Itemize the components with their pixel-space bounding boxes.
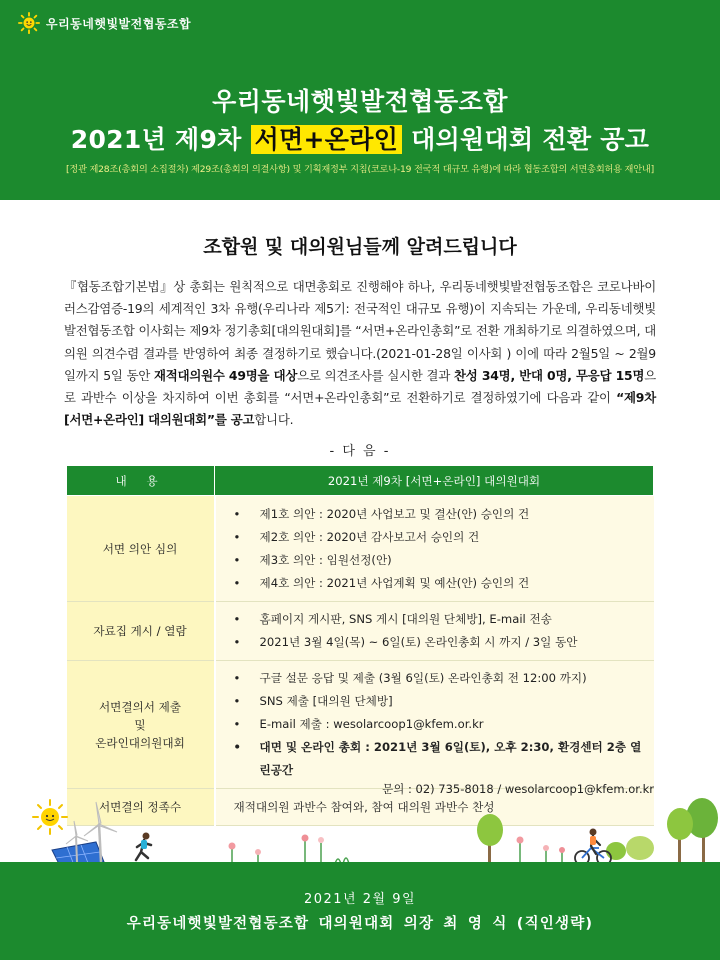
para-text-2: 으로 의견조사를 실시한 결과 bbox=[297, 367, 455, 383]
brand-name: 우리동네햇빛발전협동조합 bbox=[46, 16, 192, 31]
row-label: 서면결의 정족수 bbox=[67, 789, 215, 826]
row-label: 서면 의안 심의 bbox=[67, 496, 215, 602]
list-item: • 제4호 의안 : 2021년 사업계획 및 예산(안) 승인의 건 bbox=[234, 572, 644, 595]
legal-note: [정관 제28조(총회의 소집절차) 제29조(총회의 의결사항) 및 기획재정부 지침(코로나-19 전국적 대규모 유행)에 따라 협동조합의 서면총회허용 재안내] bbox=[66, 164, 654, 175]
notice-paragraph bbox=[64, 276, 656, 431]
title-line-2 bbox=[0, 120, 720, 156]
list-item: • 제3호 의안 : 임원선정(안) bbox=[234, 549, 644, 572]
row-label-line: 및 bbox=[134, 717, 146, 732]
row-label-line: 온라인대의원대회 bbox=[95, 735, 185, 750]
table-row bbox=[67, 496, 654, 602]
table-row bbox=[67, 602, 654, 661]
row-label-line: 서면결의서 제출 bbox=[98, 699, 182, 714]
list-item: • 제1호 의안 : 2020년 사업보고 및 결산(안) 승인의 건 bbox=[234, 503, 644, 526]
footer-band bbox=[0, 862, 720, 960]
header-band bbox=[0, 0, 720, 200]
footer-signature: 우리동네햇빛발전협동조합 대의원대회 의장 최 영 식 (직인생략) bbox=[126, 916, 594, 932]
para-bold-1: 재적대의원수 49명을 대상 bbox=[154, 367, 298, 383]
jogger-figure bbox=[136, 833, 151, 861]
para-text-1: 『협동조합기본법』상 총회는 원칙적으로 대면총회로 진행해야 하나, 우리동네햇빛발전협동조합은 코로나바이러스감염증-19의 세계적인 3차 유행(우리나라 제5기: 전국적인 대규모 유행)이 지속되는 가운데, 우리동네햇빛발전협동조합 이사회는 제9차 정기총회[대의원대회]를 “서면+온라인총회”로 전환 개최하기로 의결하였으며, 대의원 의견수렴 결과를 반영하여 최종 결정하기로 했습니다.(2021-01-28일 이사회 ) 이에 따라 2월5일 ~ 2월9일까지 5일 동안 bbox=[64, 279, 656, 383]
da-eum-heading: - 다 음 - bbox=[329, 444, 391, 459]
notice-subtitle: 조합원 및 대의원님들께 알려드립니다 bbox=[203, 236, 517, 258]
row-content bbox=[215, 661, 654, 789]
row-label: 자료집 게시 / 열람 bbox=[67, 602, 215, 661]
table-header-content: 내 용 bbox=[67, 466, 215, 496]
title-post: 대의원대회 전환 공고 bbox=[402, 125, 650, 154]
list-item-bold: • 대면 및 온라인 총회 : 2021년 3월 6일(토), 오후 2:30, 환경센터 2층 열린공간 bbox=[234, 736, 644, 782]
table-header-row bbox=[67, 466, 654, 496]
para-text-4: 합니다. bbox=[254, 412, 294, 428]
agenda-table bbox=[66, 465, 654, 826]
brand-logo bbox=[18, 12, 191, 34]
contact-info: 문의 : 02) 735-8018 / wesolarcoop1@kfem.or.kr bbox=[382, 782, 654, 796]
para-text-3: 으로 과반수 이상을 차지하여 이번 총회를 “서면+온라인총회”로 전환하기로 결정하였기에 다음과 같이 bbox=[64, 367, 657, 406]
title-highlight: 서면+온라인 bbox=[251, 125, 403, 154]
row-label bbox=[67, 661, 215, 789]
eco-scene-illustration bbox=[0, 796, 720, 866]
table-header-event: 2021년 제9차 [서면+온라인] 대의원대회 bbox=[215, 466, 654, 496]
title-pre: 2021년 제9차 bbox=[70, 125, 251, 154]
sun-icon bbox=[33, 800, 67, 834]
list-item: • 제2호 의안 : 2020년 감사보고서 승인의 건 bbox=[234, 526, 644, 549]
table-row bbox=[67, 661, 654, 789]
list-item: • SNS 제출 [대의원 단체방] bbox=[234, 690, 644, 713]
sun-icon bbox=[18, 12, 40, 34]
row-content bbox=[215, 496, 654, 602]
para-bold-2: 찬성 34명, 반대 0명, 무응답 15명 bbox=[454, 367, 645, 383]
footer-date: 2021년 2월 9일 bbox=[303, 892, 417, 907]
flowers-decoration bbox=[229, 835, 566, 865]
list-item: • E-mail 제출 : wesolarcoop1@kfem.or.kr bbox=[234, 713, 644, 736]
list-item: • 2021년 3월 4일(목) ~ 6일(토) 온라인총회 시 까지 / 3일 동안 bbox=[234, 631, 644, 654]
title-line-1: 우리동네햇빛발전협동조합 bbox=[212, 87, 508, 116]
para-bold-3: “제9차 [서면+온라인] 대의원대회”를 공고 bbox=[64, 390, 656, 428]
row-content bbox=[215, 602, 654, 661]
cyclist-figure bbox=[575, 829, 611, 866]
list-item: • 구글 설문 응답 및 제출 (3월 6일(토) 온라인총회 전 12:00 까지) bbox=[234, 667, 644, 690]
row-text: 재적대의원 과반수 참여와, 참여 대의원 과반수 찬성 bbox=[233, 800, 495, 814]
list-item: • 홈페이지 게시판, SNS 게시 [대의원 단체방], E-mail 전송 bbox=[234, 608, 644, 631]
